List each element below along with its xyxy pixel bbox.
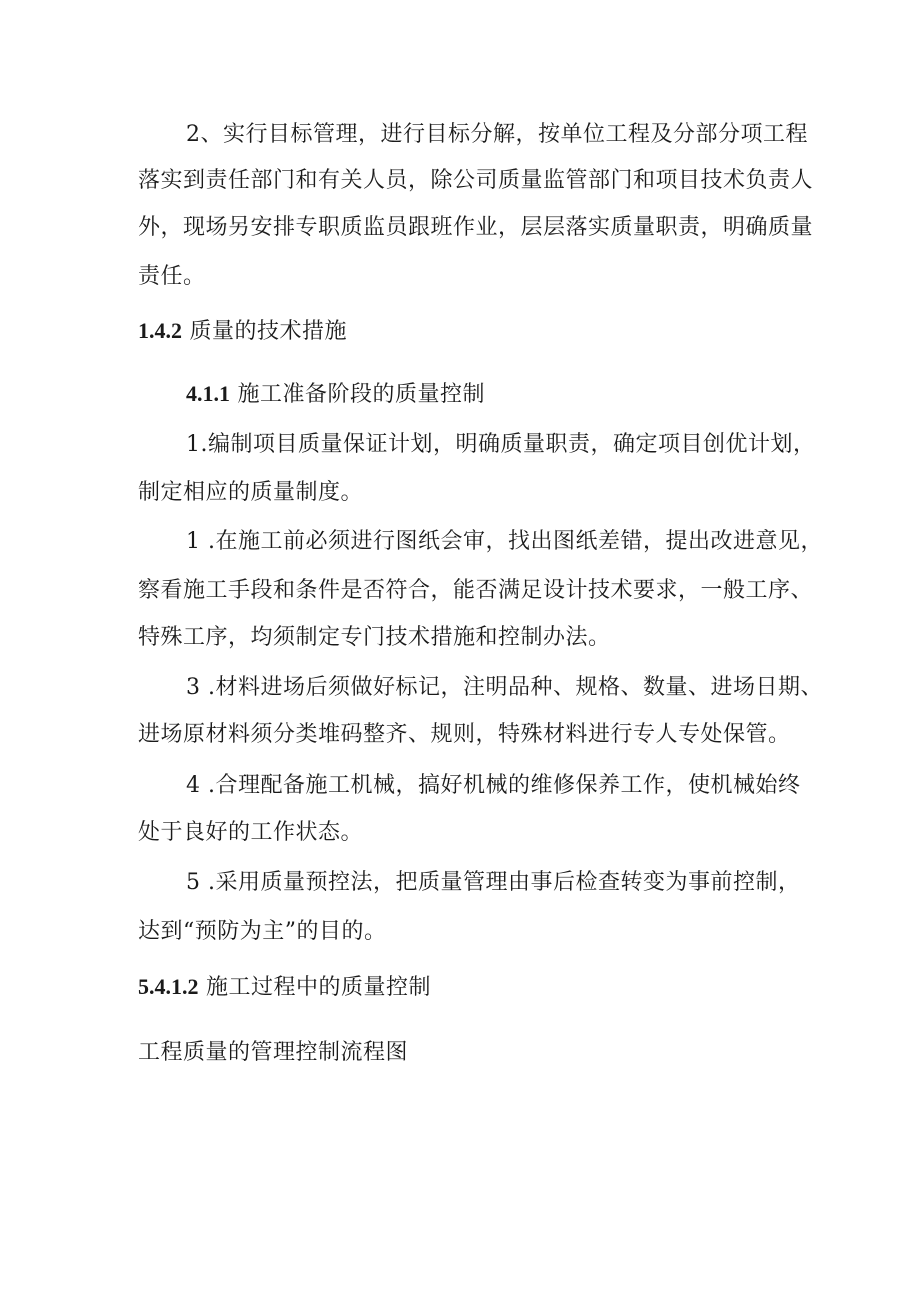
flowchart-caption: 工程质量的管理控制流程图 — [138, 1040, 409, 1065]
list-item-3-line-1: 3 .材料进场后须做好标记，注明品种、规格、数量、进场日期、 — [186, 675, 823, 700]
list-item-4-line-1: 4 .合理配备施工机械，搞好机械的维修保养工作，使机械始终 — [186, 773, 801, 798]
list-item-5-line-2: 达到“预防为主”的目的。 — [138, 919, 387, 944]
subsection-heading-construction-process — [138, 972, 431, 1003]
list-item-2-line-2: 察看施工手段和条件是否符合，能否满足设计技术要求，一般工序、 — [138, 578, 814, 603]
subsection-heading-preparation-stage — [186, 379, 485, 410]
section-number: 1.4.2 — [138, 318, 182, 343]
list-item-2-line-1: 1 .在施工前必须进行图纸会审，找出图纸差错，提出改进意见， — [186, 529, 823, 554]
list-item-4-line-2: 处于良好的工作状态。 — [138, 820, 364, 845]
section-heading-technical-measures — [138, 316, 347, 347]
paragraph-target-management-line-4: 责任。 — [138, 264, 206, 289]
list-item-1-line-2: 制定相应的质量制度。 — [138, 480, 364, 505]
section-title: 质量的技术措施 — [189, 319, 348, 344]
list-item-3-line-2: 进场原材料须分类堆码整齐、规则，特殊材料进行专人专处保管。 — [138, 722, 791, 747]
list-item-5-line-1: 5 .采用质量预控法，把质量管理由事后检查转变为事前控制， — [186, 870, 801, 895]
subsection-title: 施工过程中的质量控制 — [206, 975, 432, 1000]
list-item-1-line-1: 1.编制项目质量保证计划，明确质量职责，确定项目创优计划， — [186, 432, 816, 457]
paragraph-target-management-line-3: 外，现场另安排专职质监员跟班作业，层层落实质量职责，明确质量 — [138, 215, 814, 240]
subsection-number: 4.1.1 — [186, 381, 230, 406]
subsection-title: 施工准备阶段的质量控制 — [237, 382, 486, 407]
paragraph-target-management-line-1: 2、实行目标管理，进行目标分解，按单位工程及分部分项工程 — [186, 122, 808, 147]
list-item-2-line-3: 特殊工序，均须制定专门技术措施和控制办法。 — [138, 625, 611, 650]
paragraph-target-management-line-2: 落实到责任部门和有关人员，除公司质量监管部门和项目技术负责人 — [138, 168, 814, 193]
subsection-number: 5.4.1.2 — [138, 974, 199, 999]
